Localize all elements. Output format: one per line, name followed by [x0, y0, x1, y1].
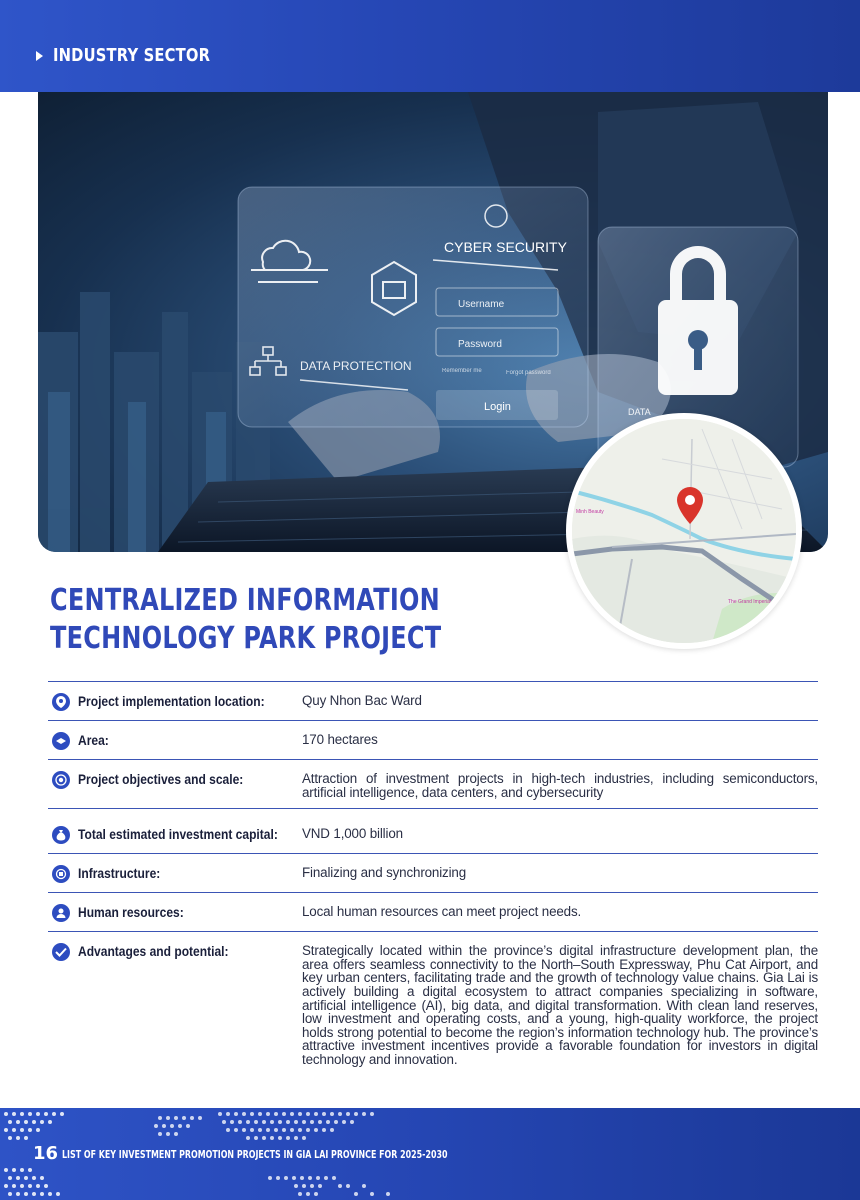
person-icon [52, 904, 70, 922]
target-icon [52, 771, 70, 789]
footer-title: LIST OF KEY INVESTMENT PROMOTION PROJECTS IN GIA LAI PROVINCE FOR 2025-2030 [62, 1148, 448, 1161]
checkmark-icon [52, 943, 70, 961]
remember-text: Remember me [442, 368, 482, 374]
location-pin-icon [52, 693, 70, 711]
detail-label: Advantages and potential: [78, 943, 229, 960]
detail-label: Infrastructure: [78, 865, 161, 882]
location-map [566, 413, 802, 649]
project-title [50, 582, 450, 658]
detail-value: Attraction of investment projects in high-tech industries, including semiconductors, artificial intelligence, data centers, and cybersecurity [302, 771, 818, 800]
data-text: DATA [628, 407, 651, 417]
triangle-icon [36, 51, 43, 61]
detail-row-human-resources [48, 893, 818, 932]
password-text: Password [458, 339, 502, 350]
detail-value: Finalizing and synchronizing [302, 865, 467, 881]
infrastructure-icon [52, 865, 70, 883]
detail-label: Project implementation location: [78, 693, 265, 709]
detail-row-capital [48, 809, 818, 854]
page-number: 16 [33, 1143, 59, 1164]
map-label-left: Minh Beauty [576, 509, 604, 515]
detail-row-advantages [48, 932, 818, 1075]
detail-row-area [48, 721, 818, 760]
money-bag-icon [52, 826, 70, 844]
data-protection-text: DATA PROTECTION [300, 359, 412, 373]
login-text: Login [484, 401, 511, 413]
detail-value: Quy Nhon Bac Ward [302, 693, 422, 708]
detail-value: VND 1,000 billion [302, 826, 403, 842]
detail-row-objectives [48, 760, 818, 809]
section-tag [36, 45, 245, 66]
title-line-1: CENTRALIZED INFORMATION [50, 583, 441, 618]
detail-value: 170 hectares [302, 732, 378, 747]
project-details-table [48, 681, 818, 1076]
detail-label: Human resources: [78, 904, 184, 921]
forgot-text: Forgot password [506, 370, 551, 376]
area-icon [52, 732, 70, 750]
map-label-right: The Grand Imperial Hotel [728, 599, 785, 605]
section-label: INDUSTRY SECTOR [53, 45, 211, 66]
username-text: Username [458, 299, 505, 310]
detail-label: Area: [78, 732, 109, 748]
detail-value: Local human resources can meet project needs. [302, 904, 582, 920]
detail-row-location [48, 682, 818, 721]
detail-value: Strategically located within the province’s digital infrastructure development plan, the area offers seamless connectivity to the North–South Expressway, Phu Cat Airport, and key urban centers, facilitating trade and the growth of technology value chains. Gia Lai is actively building a digital ecosystem to attract companies specializing in software, artificial intelligence (AI), big data, and digital transformation. With clean land reserves, low investment and operating costs, and a young, high-quality workforce, the project holds strong potential to become the region’s information technology hub. The province’s attractive investment incentives provide a favorable foundation for investors in digital technology and innovation. [302, 943, 818, 1067]
detail-label: Total estimated investment capital: [78, 826, 278, 843]
detail-label: Project objectives and scale: [78, 771, 244, 787]
detail-row-infrastructure [48, 854, 818, 893]
cyber-security-text: CYBER SECURITY [444, 239, 567, 255]
header-banner [0, 0, 860, 92]
title-line-2: TECHNOLOGY PARK PROJECT [50, 621, 442, 656]
